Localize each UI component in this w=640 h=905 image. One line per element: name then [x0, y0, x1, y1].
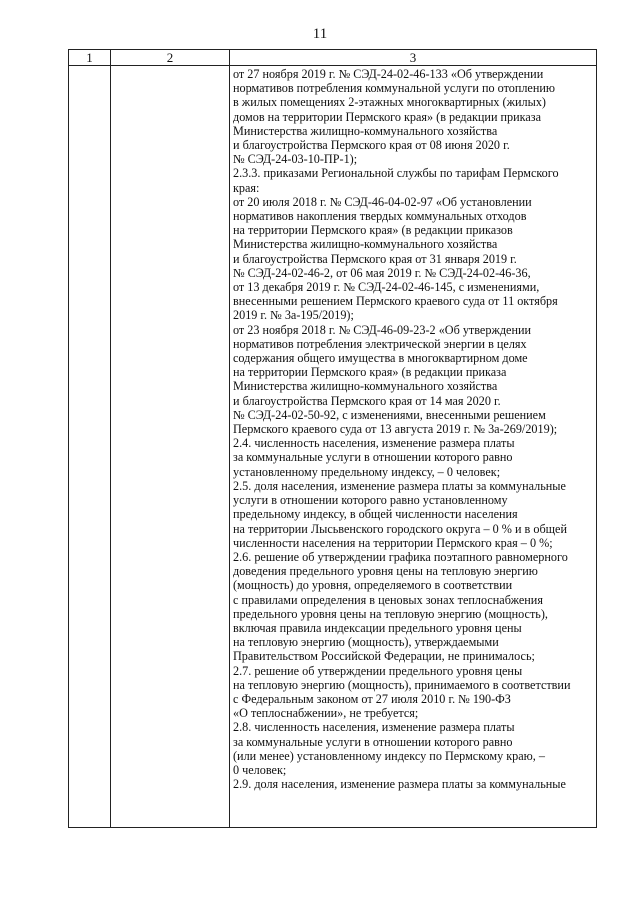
- column-header-2: 2: [111, 50, 230, 66]
- text-line: (или менее) установленному индексу по Пермскому краю, –: [233, 748, 545, 763]
- text-line: и благоустройства Пермского края от 31 января 2019 г.: [233, 251, 517, 266]
- text-line: от 13 декабря 2019 г. № СЭД-24-02-46-145, с изменениями,: [233, 280, 540, 295]
- text-line: 2.6. решение об утверждении графика поэтапного равномерного: [233, 549, 568, 564]
- text-line: от 23 ноября 2018 г. № СЭД-46-09-23-2 «Об утверждении: [233, 322, 532, 337]
- text-line: домов на территории Пермского края» (в редакции приказа: [233, 109, 542, 124]
- text-line: 2.7. решение об утверждении предельного уровня цены: [233, 663, 523, 678]
- text-line: и благоустройства Пермского края от 08 июня 2020 г.: [233, 138, 510, 153]
- text-line: 2.5. доля населения, изменение размера платы за коммунальные: [233, 478, 566, 493]
- column-3-text-cell: [230, 66, 597, 828]
- text-line: услуги в отношении которого равно установленному: [233, 493, 508, 508]
- text-line: содержания общего имущества в многоквартирном доме: [233, 351, 528, 366]
- text-line: на тепловую энергию (мощность), утверждаемыми: [233, 635, 499, 650]
- column-header-3: 3: [230, 50, 597, 66]
- table-body-row: [69, 66, 597, 828]
- text-line: 2019 г. № 3а-195/2019);: [233, 308, 354, 323]
- table-header-row: [69, 50, 597, 66]
- text-line: № СЭД-24-02-46-2, от 06 мая 2019 г. № СЭД-24-02-46-36,: [233, 265, 531, 280]
- text-line: в жилых помещениях 2-этажных многоквартирных (жилых): [233, 95, 546, 110]
- text-line: 2.4. численность населения, изменение размера платы: [233, 436, 515, 451]
- text-line: нормативов накопления твердых коммунальных отходов: [233, 209, 527, 224]
- text-line: нормативов потребления электрической энергии в целях: [233, 336, 527, 351]
- text-line: внесенными решением Пермского краевого суда от 11 октября: [233, 294, 558, 309]
- text-line: 2.8. численность населения, изменение размера платы: [233, 720, 515, 735]
- text-line: Министерства жилищно-коммунального хозяйства: [233, 379, 498, 394]
- document-table: [68, 49, 597, 828]
- text-line: Пермского краевого суда от 13 августа 2019 г. № 3а-269/2019);: [233, 422, 558, 437]
- text-line: от 27 ноября 2019 г. № СЭД-24-02-46-133 «Об утверждении: [233, 67, 544, 81]
- text-line: Министерства жилищно-коммунального хозяйства: [233, 123, 498, 138]
- text-line: численности населения на территории Пермского края – 0 %;: [233, 535, 553, 550]
- text-line: предельному индексу, в общей численности населения: [233, 507, 518, 522]
- text-line: установленному предельному индексу, – 0 человек;: [233, 464, 501, 479]
- text-line: на территории Пермского края» (в редакции приказа: [233, 365, 507, 380]
- text-line: за коммунальные услуги в отношении которого равно: [233, 450, 513, 465]
- text-line: с Федеральным законом от 27 июля 2010 г. № 190-ФЗ: [233, 691, 511, 706]
- text-line: Министерства жилищно-коммунального хозяйства: [233, 237, 498, 252]
- text-line: края:: [233, 180, 260, 195]
- column-1-cell: [69, 66, 111, 828]
- text-line: (мощность) до уровня, определяемого в соответствии: [233, 578, 513, 593]
- text-line: доведения предельного уровня цены на тепловую энергию: [233, 564, 538, 579]
- column-header-1: 1: [69, 50, 111, 66]
- column-2-cell: [111, 66, 230, 828]
- page-number: 11: [312, 26, 328, 42]
- text-line: на тепловую энергию (мощность), принимаемого в соответствии: [233, 677, 571, 692]
- text-line: № СЭД-24-03-10-ПР-1);: [233, 152, 358, 167]
- text-line: нормативов потребления коммунальной услуги по отоплению: [233, 81, 555, 96]
- text-line: с правилами определения в ценовых зонах теплоснабжения: [233, 592, 543, 607]
- text-line: от 20 июля 2018 г. № СЭД-46-04-02-97 «Об установлении: [233, 194, 532, 209]
- text-line: № СЭД-24-02-50-92, с изменениями, внесенными решением: [233, 407, 546, 422]
- text-line: за коммунальные услуги в отношении которого равно: [233, 734, 513, 749]
- text-line: 0 человек;: [233, 762, 287, 777]
- text-line: предельного уровня цены на тепловую энергию (мощность),: [233, 606, 548, 621]
- text-line: включая правила индексации предельного уровня цены: [233, 620, 522, 635]
- text-line: 2.3.3. приказами Региональной службы по тарифам Пермского: [233, 166, 559, 181]
- text-line: на территории Лысьвенского городского округа – 0 % и в общей: [233, 521, 567, 536]
- text-line: 2.9. доля населения, изменение размера платы за коммунальные: [233, 777, 566, 792]
- text-line: «О теплоснабжении», не требуется;: [233, 706, 419, 721]
- text-line: Правительством Российской Федерации, не принималось;: [233, 649, 535, 664]
- text-line: на территории Пермского края» (в редакции приказов: [233, 223, 513, 238]
- text-line: и благоустройства Пермского края от 14 мая 2020 г.: [233, 393, 501, 408]
